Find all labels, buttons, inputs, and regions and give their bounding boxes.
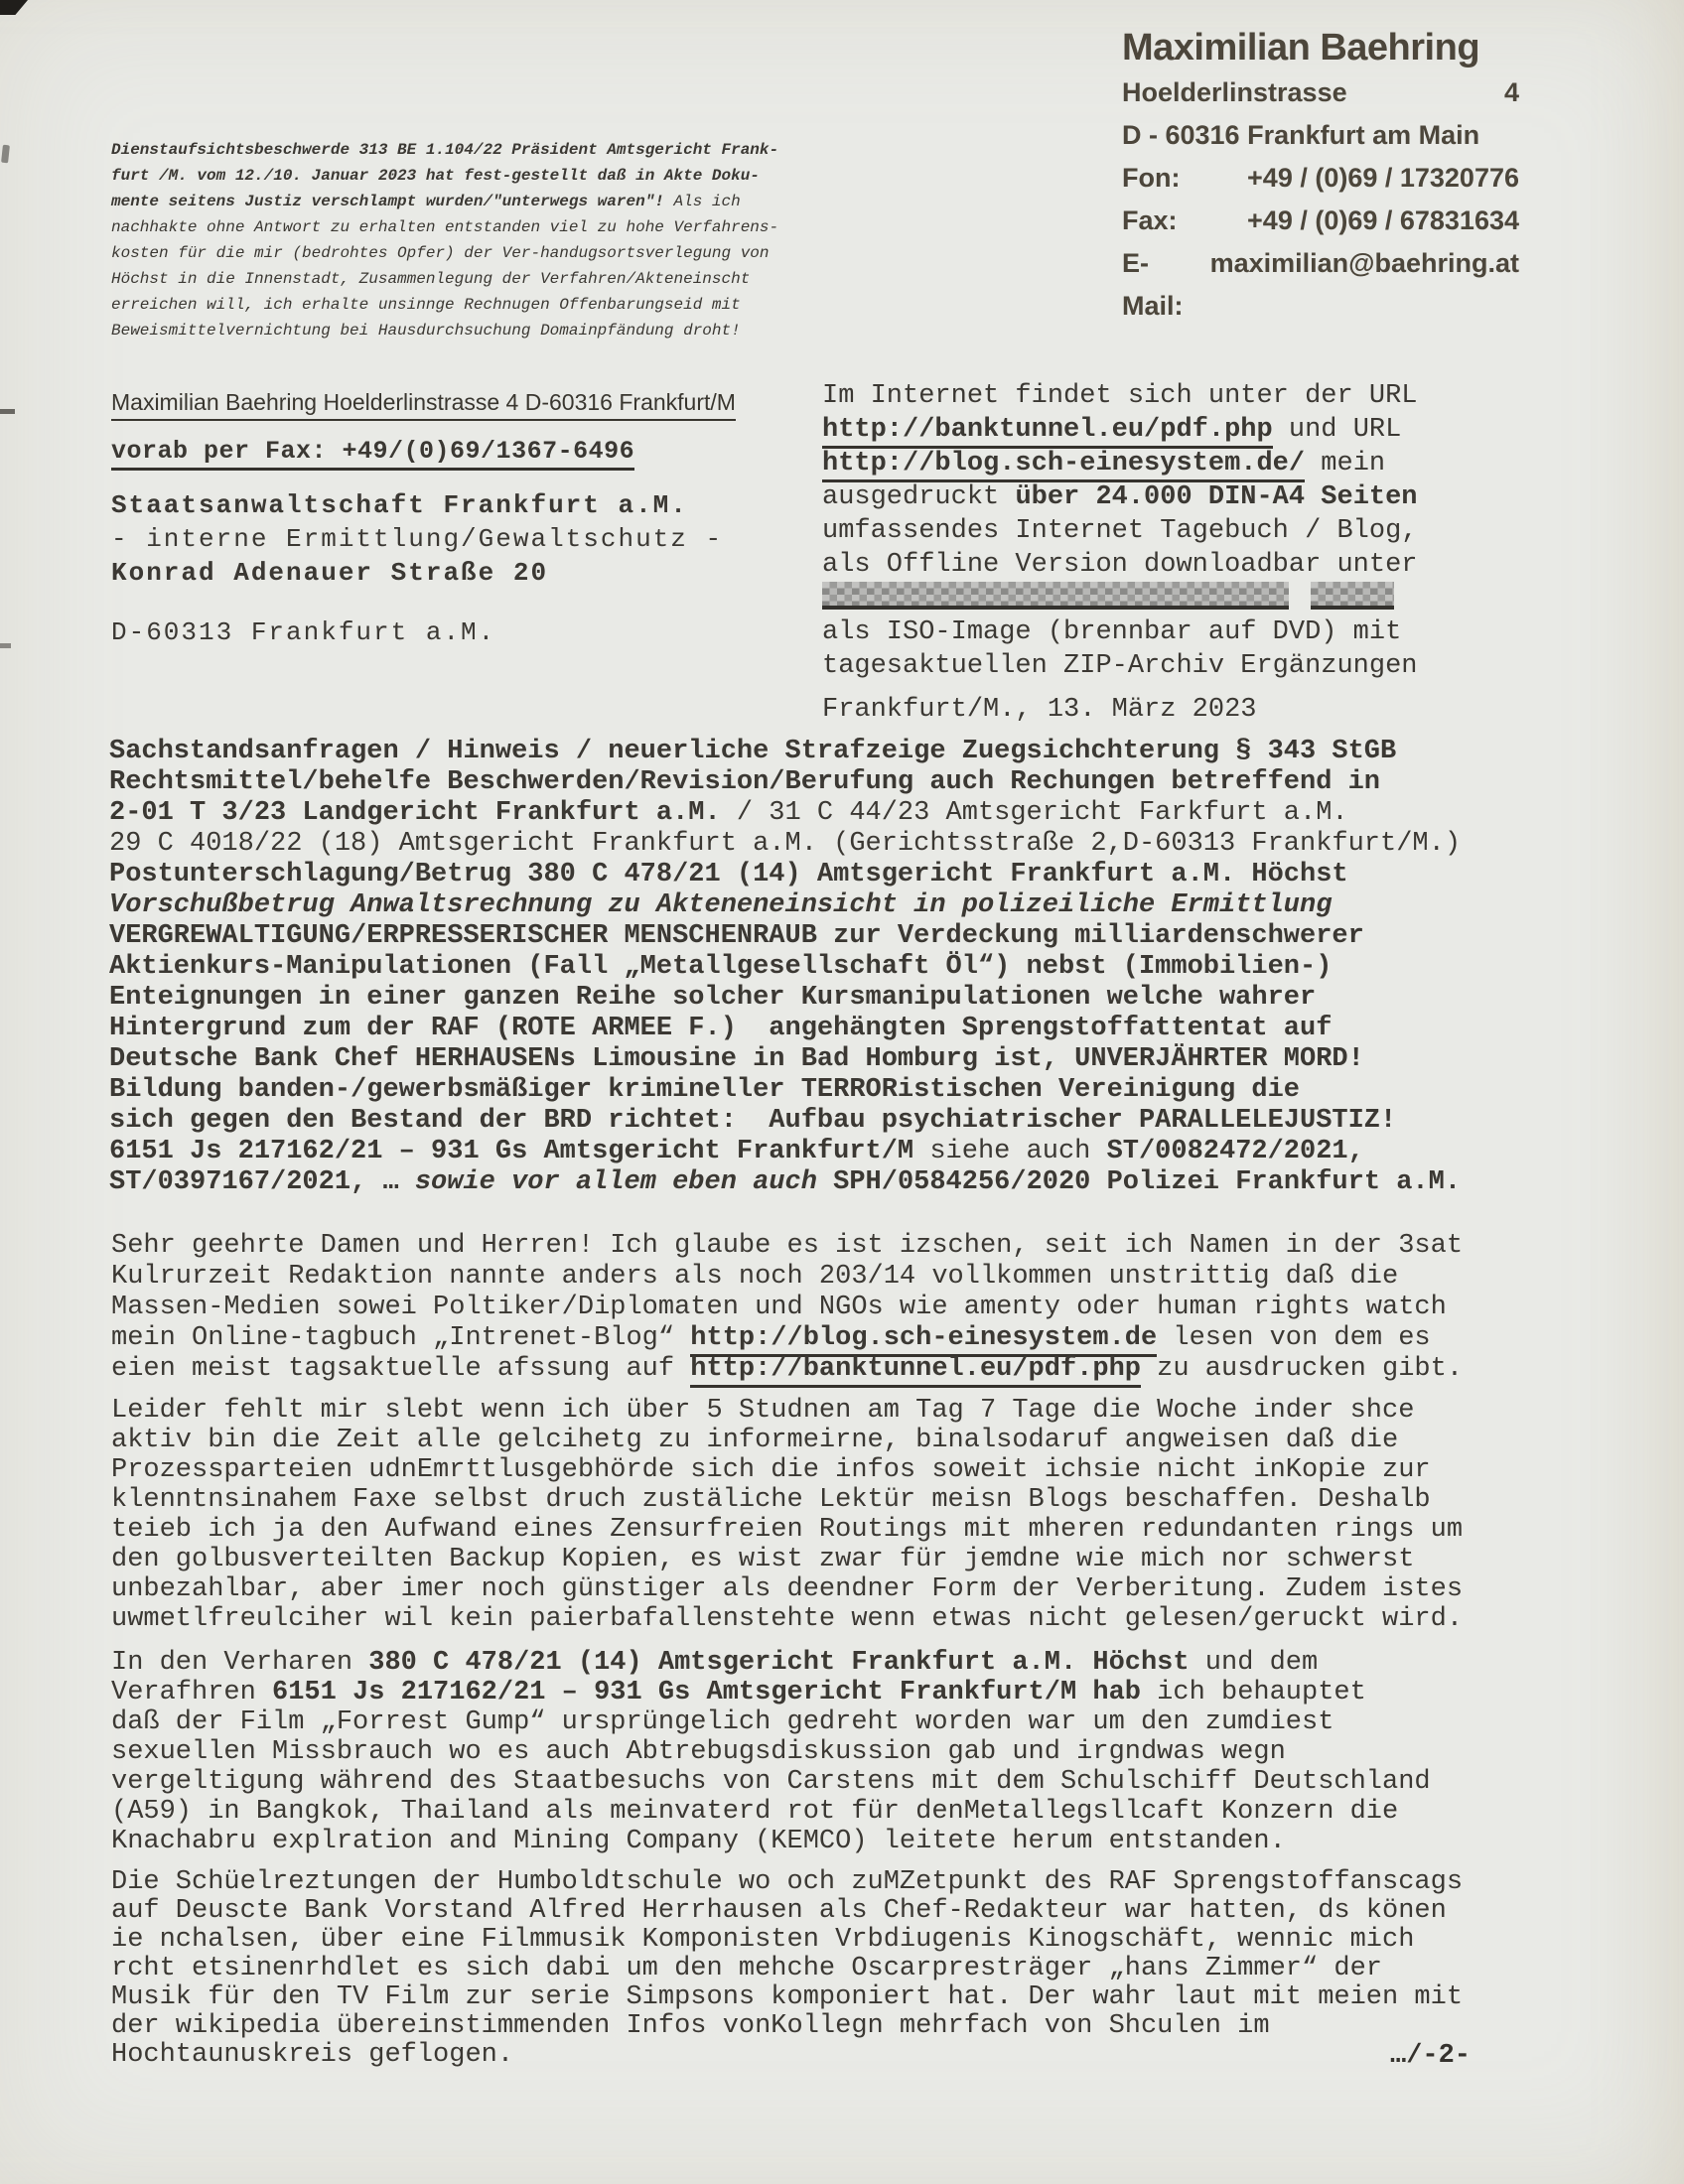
text-line: sich gegen den Bestand der BRD richtet: Aufbau psychiatrischer PARALLELEJUSTIZ! <box>109 1106 1397 1136</box>
text-line: http://blog.sch-einesystem.de/ mein <box>822 447 1418 480</box>
page-continuation-marker: …/-2- <box>1390 2041 1472 2071</box>
text-line: eien meist tagsaktuelle afssung auf http://banktunnel.eu/pdf.php zu ausdrucken gibt. <box>111 1354 1463 1385</box>
text-line: Konrad Adenauer Straße 20 <box>111 558 549 588</box>
letterhead-fon-row <box>1122 157 1519 200</box>
text-line: In den Verharen 380 C 478/21 (14) Amtsgericht Frankfurt a.M. Höchst und dem <box>111 1648 1319 1678</box>
text-line: 6151 Js 217162/21 – 931 Gs Amtsgericht Frankfurt/M siehe auch ST/0082472/2021, <box>109 1137 1364 1166</box>
text-line <box>822 582 1418 615</box>
fax-label: Fax: <box>1122 205 1178 235</box>
body-paragraph-1 <box>111 1231 1463 1385</box>
text-line: kosten für die mir (bedrohtes Opfer) der Ver-handugsortsverlegung von <box>111 244 770 262</box>
complaint-note <box>111 137 826 343</box>
text-line: Kulrurzeit Redaktion nannte anders als noch 203/14 vollkommen unstrittig daß die <box>111 1262 1399 1292</box>
text-line: nachhakte ohne Antwort zu erhalten entstanden viel zu hohe Verfahrens- <box>111 218 779 236</box>
text-line: Massen-Medien sowei Poltiker/Diplomaten und NGOs wie amenty oder human rights watch <box>111 1293 1447 1322</box>
vorab-fax-line: vorab per Fax: +49/(0)69/1367-6496 <box>111 437 634 471</box>
fax-value: +49 / (0)69 / 67831634 <box>1247 205 1519 235</box>
text-line: ausgedruckt über 24.000 DIN-A4 Seiten <box>822 482 1418 512</box>
fon-label: Fon: <box>1122 163 1181 193</box>
letterhead-street-row <box>1122 71 1519 114</box>
scan-corner-artifact <box>0 0 28 15</box>
text-line: ST/0397167/2021, … sowie vor allem eben auch SPH/0584256/2020 Polizei Frankfurt a.M. <box>109 1167 1462 1197</box>
text-line: Im Internet findet sich unter der URL <box>822 381 1418 411</box>
fon-value: +49 / (0)69 / 17320776 <box>1247 163 1519 193</box>
text-line: Enteignungen in einer ganzen Reihe solcher Kursmanipulationen welche wahrer <box>109 983 1317 1013</box>
text-line: als ISO-Image (brennbar auf DVD) mit <box>822 617 1402 647</box>
text-line: Leider fehlt mir slebt wenn ich über 5 Studnen am Tag 7 Tage die Woche inder shce <box>111 1396 1415 1426</box>
text-line: als Offline Version downloadbar unter <box>822 550 1418 580</box>
text-line: Knachabru explration and Mining Company (KEMCO) leitete herum entstanden. <box>111 1827 1286 1856</box>
text-line: der wikipedia übereinstimmenden Infos vonKollegn mehrfach von Shculen im <box>111 2011 1270 2041</box>
sender-address-line: Maximilian Baehring Hoelderlinstrasse 4 D-60316 Frankfurt/M <box>111 389 736 421</box>
text-line: mente seitens Justiz verschlampt wurden/"unterwegs waren"! Als ich <box>111 193 741 210</box>
text-line: Beweismittelvernichtung bei Hausdurchsuchung Domainpfändung droht! <box>111 322 741 340</box>
text-line: Staatsanwaltschaft Frankfurt a.M. <box>111 490 688 520</box>
text-line: umfassendes Internet Tagebuch / Blog, <box>822 516 1418 546</box>
text-line: Deutsche Bank Chef HERHAUSENs Limousine in Bad Homburg ist, UNVERJÄHRTER MORD! <box>109 1044 1364 1074</box>
text-line: http://banktunnel.eu/pdf.php und URL <box>822 413 1418 447</box>
text-line: vergeltigung während des Staatbesuchs von Carstens mit dem Schulschiff Deutschland <box>111 1767 1431 1797</box>
letterhead-name: Maximilian Baehring <box>1122 27 1480 68</box>
text-line: Hintergrund zum der RAF (ROTE ARMEE F.) angehängten Sprengstoffattentat auf <box>109 1014 1333 1043</box>
text-line: mein Online-tagbuch „Intrenet-Blog“ http://blog.sch-einesystem.de lesen von dem es <box>111 1323 1463 1354</box>
text-line: Die Schüelreztungen der Humboldtschule wo och zuMZetpunkt des RAF Sprengstoffanscags <box>111 1867 1464 1897</box>
text-line: unbezahlbar, aber imer noch günstiger als deendner Form der Verberitung. Zudem istes <box>111 1574 1464 1604</box>
text-line: sexuellen Missbrauch wo es auch Abtrebugsdiskussion gab und irgndwas wegn <box>111 1737 1286 1767</box>
online-availability-note <box>822 379 1418 683</box>
recipient-address <box>111 488 723 590</box>
text-line: ie nchalsen, über eine Filmmusik Komponisten Vrbdiugenis Kinogschäft, wennic mich <box>111 1925 1415 1955</box>
text-line: Prozessparteien udnEmrttlusgebhörde sich die infos soweit ichsie nicht inKopie zur <box>111 1455 1431 1485</box>
date-line: Frankfurt/M., 13. März 2023 <box>822 695 1257 725</box>
text-line: Verafhren 6151 Js 217162/21 – 931 Gs Amtsgericht Frankfurt/M hab ich behauptet <box>111 1678 1366 1707</box>
email-value: maximilian@baehring.at <box>1209 248 1519 278</box>
text-line: Rechtsmittel/behelfe Beschwerden/Revision/Berufung auch Rechungen betreffend in <box>109 767 1381 797</box>
text-line: aktiv bin die Zeit alle gelcihetg zu informeirne, binalsodaruf angweisen daß die <box>111 1426 1399 1455</box>
letterhead-street: Hoelderlinstrasse <box>1122 77 1347 107</box>
text-line: Dienstaufsichtsbeschwerde 313 BE 1.104/22 Präsident Amtsgericht Frank- <box>111 141 779 159</box>
body-paragraph-2 <box>111 1396 1463 1634</box>
text-line: daß der Film „Forrest Gump“ ursprüngelich gedreht worden war um den zumdiest <box>111 1707 1334 1737</box>
text-line: auf Deuscte Bank Vorstand Alfred Herrhausen als Chef-Redakteur war hatten, ds könen <box>111 1896 1447 1926</box>
text-line: furt /M. vom 12./10. Januar 2023 hat fest-gestellt daß in Akte Doku- <box>111 167 760 185</box>
text-line: teieb ich ja den Aufwand eines Zensurfreien Routings mit mheren redundanten rings um <box>111 1515 1464 1545</box>
text-line: Musik für den TV Film zur serie Simpsons komponiert hat. Der wahr laut mit meien mit <box>111 1982 1464 2012</box>
letterhead-city: D - 60316 Frankfurt am Main <box>1122 120 1480 150</box>
letterhead-email-row <box>1122 242 1519 328</box>
text-line: Sehr geehrte Damen und Herren! Ich glaube es ist izschen, seit ich Namen in der 3sat <box>111 1231 1464 1261</box>
letterhead-house-number: 4 <box>1503 77 1519 107</box>
letterhead-city-row <box>1122 114 1519 157</box>
text-line: Postunterschlagung/Betrug 380 C 478/21 (14) Amtsgericht Frankfurt a.M. Höchst <box>109 860 1348 889</box>
text-line: - interne Ermittlung/Gewaltschutz - <box>111 524 724 554</box>
text-line: rcht etsinenrhdlet es sich dabi um den mehche Oscarpresträger „hans Zimmer“ der <box>111 1954 1383 1983</box>
body-paragraph-3 <box>111 1648 1431 1856</box>
subject-block <box>109 737 1461 1198</box>
scan-edge-artifact <box>0 643 11 648</box>
text-line: VERGREWALTIGUNG/ERPRESSERISCHER MENSCHENRAUB zur Verdeckung milliardenschwerer <box>109 921 1364 951</box>
text-line: uwmetlfreulciher wil kein paierbafallenstehte wenn etwas nicht gelesen/geruckt wird. <box>111 1604 1464 1634</box>
text-line: klenntnsinahem Faxe selbst druch zustäliche Lektür meisn Blogs beschaffen. Deshalb <box>111 1485 1431 1515</box>
text-line: Sachstandsanfragen / Hinweis / neuerliche Strafzeige Zuegsichchterung § 343 StGB <box>109 737 1397 766</box>
letterhead <box>1122 24 1519 328</box>
scan-edge-artifact <box>0 409 15 414</box>
text-line: 2-01 T 3/23 Landgericht Frankfurt a.M. / 31 C 44/23 Amtsgericht Farkfurt a.M. <box>109 798 1348 828</box>
email-label: E-Mail: <box>1122 248 1184 321</box>
text-line: Höchst in die Innenstadt, Zusammenlegung der Verfahren/Akteneinscht <box>111 270 751 288</box>
text-line: Vorschußbetrug Anwaltsrechnung zu Akteneneinsicht in polizeiliche Ermittlung <box>109 890 1333 920</box>
scan-edge-artifact <box>1 145 10 164</box>
text-line: den golbusverteilten Backup Kopien, es wist zwar für jemdne wie mich nor schwerst <box>111 1545 1415 1574</box>
text-line: Aktienkurs-Manipulationen (Fall „Metallgesellschaft Öl“) nebst (Immobilien-) <box>109 952 1333 982</box>
text-line: (A59) in Bangkok, Thailand als meinvaterd rot für denMetallegsllcaft Konzern die <box>111 1797 1399 1827</box>
text-line: 29 C 4018/22 (18) Amtsgericht Frankfurt a.M. (Gerichtsstraße 2,D-60313 Frankfurt/M.) <box>109 829 1462 859</box>
recipient-city: D-60313 Frankfurt a.M. <box>111 617 496 647</box>
text-line: erreichen will, ich erhalte unsinnge Rechnugen Offenbarungseid mit <box>111 296 741 314</box>
text-line: Hochtaunuskreis geflogen. <box>111 2040 514 2070</box>
body-paragraph-4 <box>111 1868 1463 2070</box>
text-line: Bildung banden-/gewerbsmäßiger krimineller TERRORistischen Vereinigung die <box>109 1075 1300 1105</box>
letterhead-fax-row <box>1122 200 1519 242</box>
text-line: tagesaktuellen ZIP-Archiv Ergänzungen <box>822 651 1418 681</box>
